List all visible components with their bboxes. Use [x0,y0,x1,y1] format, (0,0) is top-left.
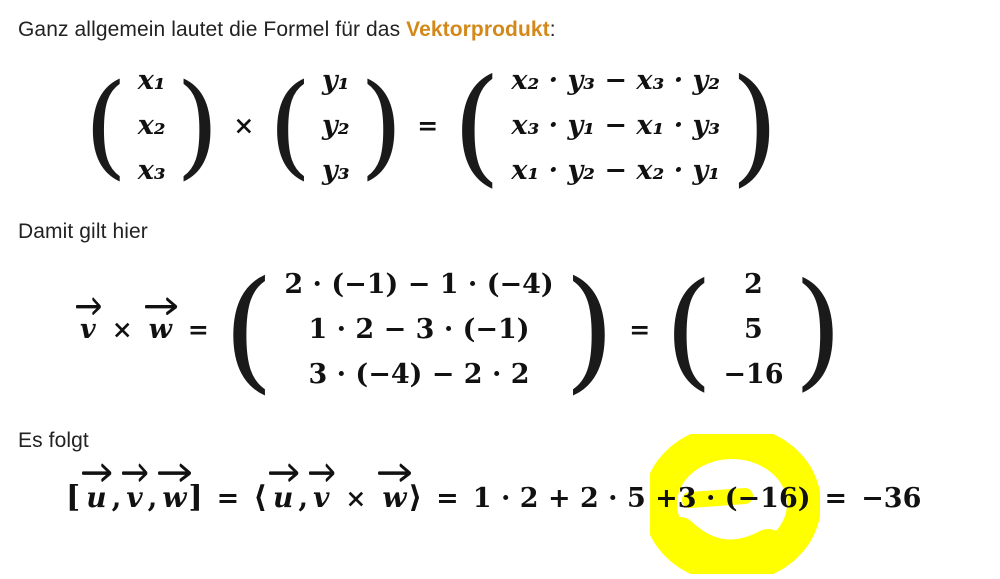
matrix-cell: x₃ · y₁ − x₁ · y₃ [511,110,721,141]
intro-accent-term: Vektorprodukt [406,18,550,41]
equals-operator-2: = [436,483,459,514]
paren-close-icon: ) [359,60,404,191]
concrete-result-matrix-cells [713,262,793,397]
matrix-cell: 5 [744,314,763,345]
final-result-line [66,480,921,515]
matrix-cell: y₃ [322,155,350,186]
angle-close: ⟩ [408,480,423,515]
general-left-matrix-cells [128,58,176,193]
bracket-open: [ [66,480,81,515]
equals-operator-3: = [824,483,848,514]
matrix-cell: 2 [744,269,763,300]
intro-paragraph [18,18,556,42]
vector-u-1 [80,481,108,514]
vector-arrow-v [124,481,144,514]
arrow-icon [309,461,335,478]
equals-operator: = [187,315,209,344]
cross-operator: × [233,111,255,140]
vector-w-2 [380,481,408,514]
matrix-cell: y₁ [322,65,350,96]
vector-u-letter: u [273,481,294,514]
matrix-cell: 3 · (−4) − 2 · 2 [308,359,530,390]
equals-operator: = [417,111,439,140]
paren-open-icon: ( [84,60,128,191]
vector-v-letter: v [80,314,96,345]
general-right-matrix-cells [312,58,360,193]
vector-w-letter: w [382,481,407,514]
vector-u-letter: u [86,481,107,514]
final-result-value: −36 [861,483,922,514]
paren-open-icon: ( [452,51,502,199]
vector-v-2 [311,481,331,514]
matrix-cell: x₁ [137,65,166,96]
concrete-middle-matrix [222,252,616,407]
intro-text-after: : [549,18,556,41]
bracket-close: ] [188,480,203,515]
es-folgt-text: Es folgt [18,429,89,452]
intro-text-before: Ganz allgemein lautet die Formel für das [18,18,407,41]
angle-open: ⟨ [253,480,267,515]
vector-arrow-w [147,314,174,345]
vector-w-letter: w [148,314,172,345]
matrix-cell: 1 · 2 − 3 · (−1) [308,314,530,345]
vector-u-2 [267,481,295,514]
comma-1: , [111,481,122,514]
concrete-middle-matrix-cells [274,262,563,397]
general-left-matrix [84,58,219,193]
equals-operator-2: = [629,315,651,344]
matrix-cell: x₂ · y₃ − x₃ · y₂ [511,65,721,96]
matrix-cell: 2 · (−1) − 1 · (−4) [284,269,554,300]
vector-v-label [78,314,98,345]
arrow-icon [122,461,148,478]
arrow-icon [269,461,299,478]
paren-open-icon: ( [222,252,275,407]
general-right-matrix [268,58,403,193]
vector-w-label [147,314,174,345]
vector-arrow-w [380,481,408,514]
highlighted-term: 3 · (−16) [677,483,811,514]
damit-gilt-hier-text: Damit gilt hier [18,220,148,243]
paren-open-icon: ( [268,60,312,191]
vector-v-letter: v [313,481,330,514]
matrix-cell: x₃ [137,155,166,186]
arrow-icon [82,461,112,478]
matrix-cell: x₁ · y₂ − x₂ · y₁ [511,155,721,186]
paren-close-icon: ) [793,255,843,403]
cross-operator: × [111,315,133,344]
vector-arrow-u [271,481,295,514]
concrete-formula-row [78,252,843,407]
arrow-icon [76,295,102,312]
vector-v-1 [124,481,144,514]
general-result-matrix-cells [501,58,730,193]
paren-open-icon: ( [664,255,714,403]
matrix-cell: y₂ [322,110,350,141]
paren-close-icon: ) [175,60,220,191]
arrow-icon [158,461,192,478]
general-result-matrix [452,51,780,199]
sum-terms: 1 · 2 + 2 · 5 + [472,483,678,514]
paren-close-icon: ) [563,252,616,407]
arrow-icon [145,295,178,312]
comma-2: , [147,481,158,514]
concrete-result-matrix [664,255,843,403]
matrix-cell: x₂ [137,110,166,141]
cross-operator: × [345,484,367,513]
vector-w-1 [160,481,188,514]
equals-operator-1: = [216,483,240,514]
vector-w-letter: w [162,481,187,514]
comma-3: , [298,481,309,514]
vector-arrow-u [84,481,108,514]
vector-arrow-v [78,314,98,345]
matrix-cell: −16 [723,359,784,390]
paren-close-icon: ) [730,51,780,199]
general-formula-row [84,51,780,199]
vector-arrow-v [311,481,331,514]
arrow-icon [378,461,412,478]
vector-v-letter: v [126,481,143,514]
vector-arrow-w [160,481,188,514]
